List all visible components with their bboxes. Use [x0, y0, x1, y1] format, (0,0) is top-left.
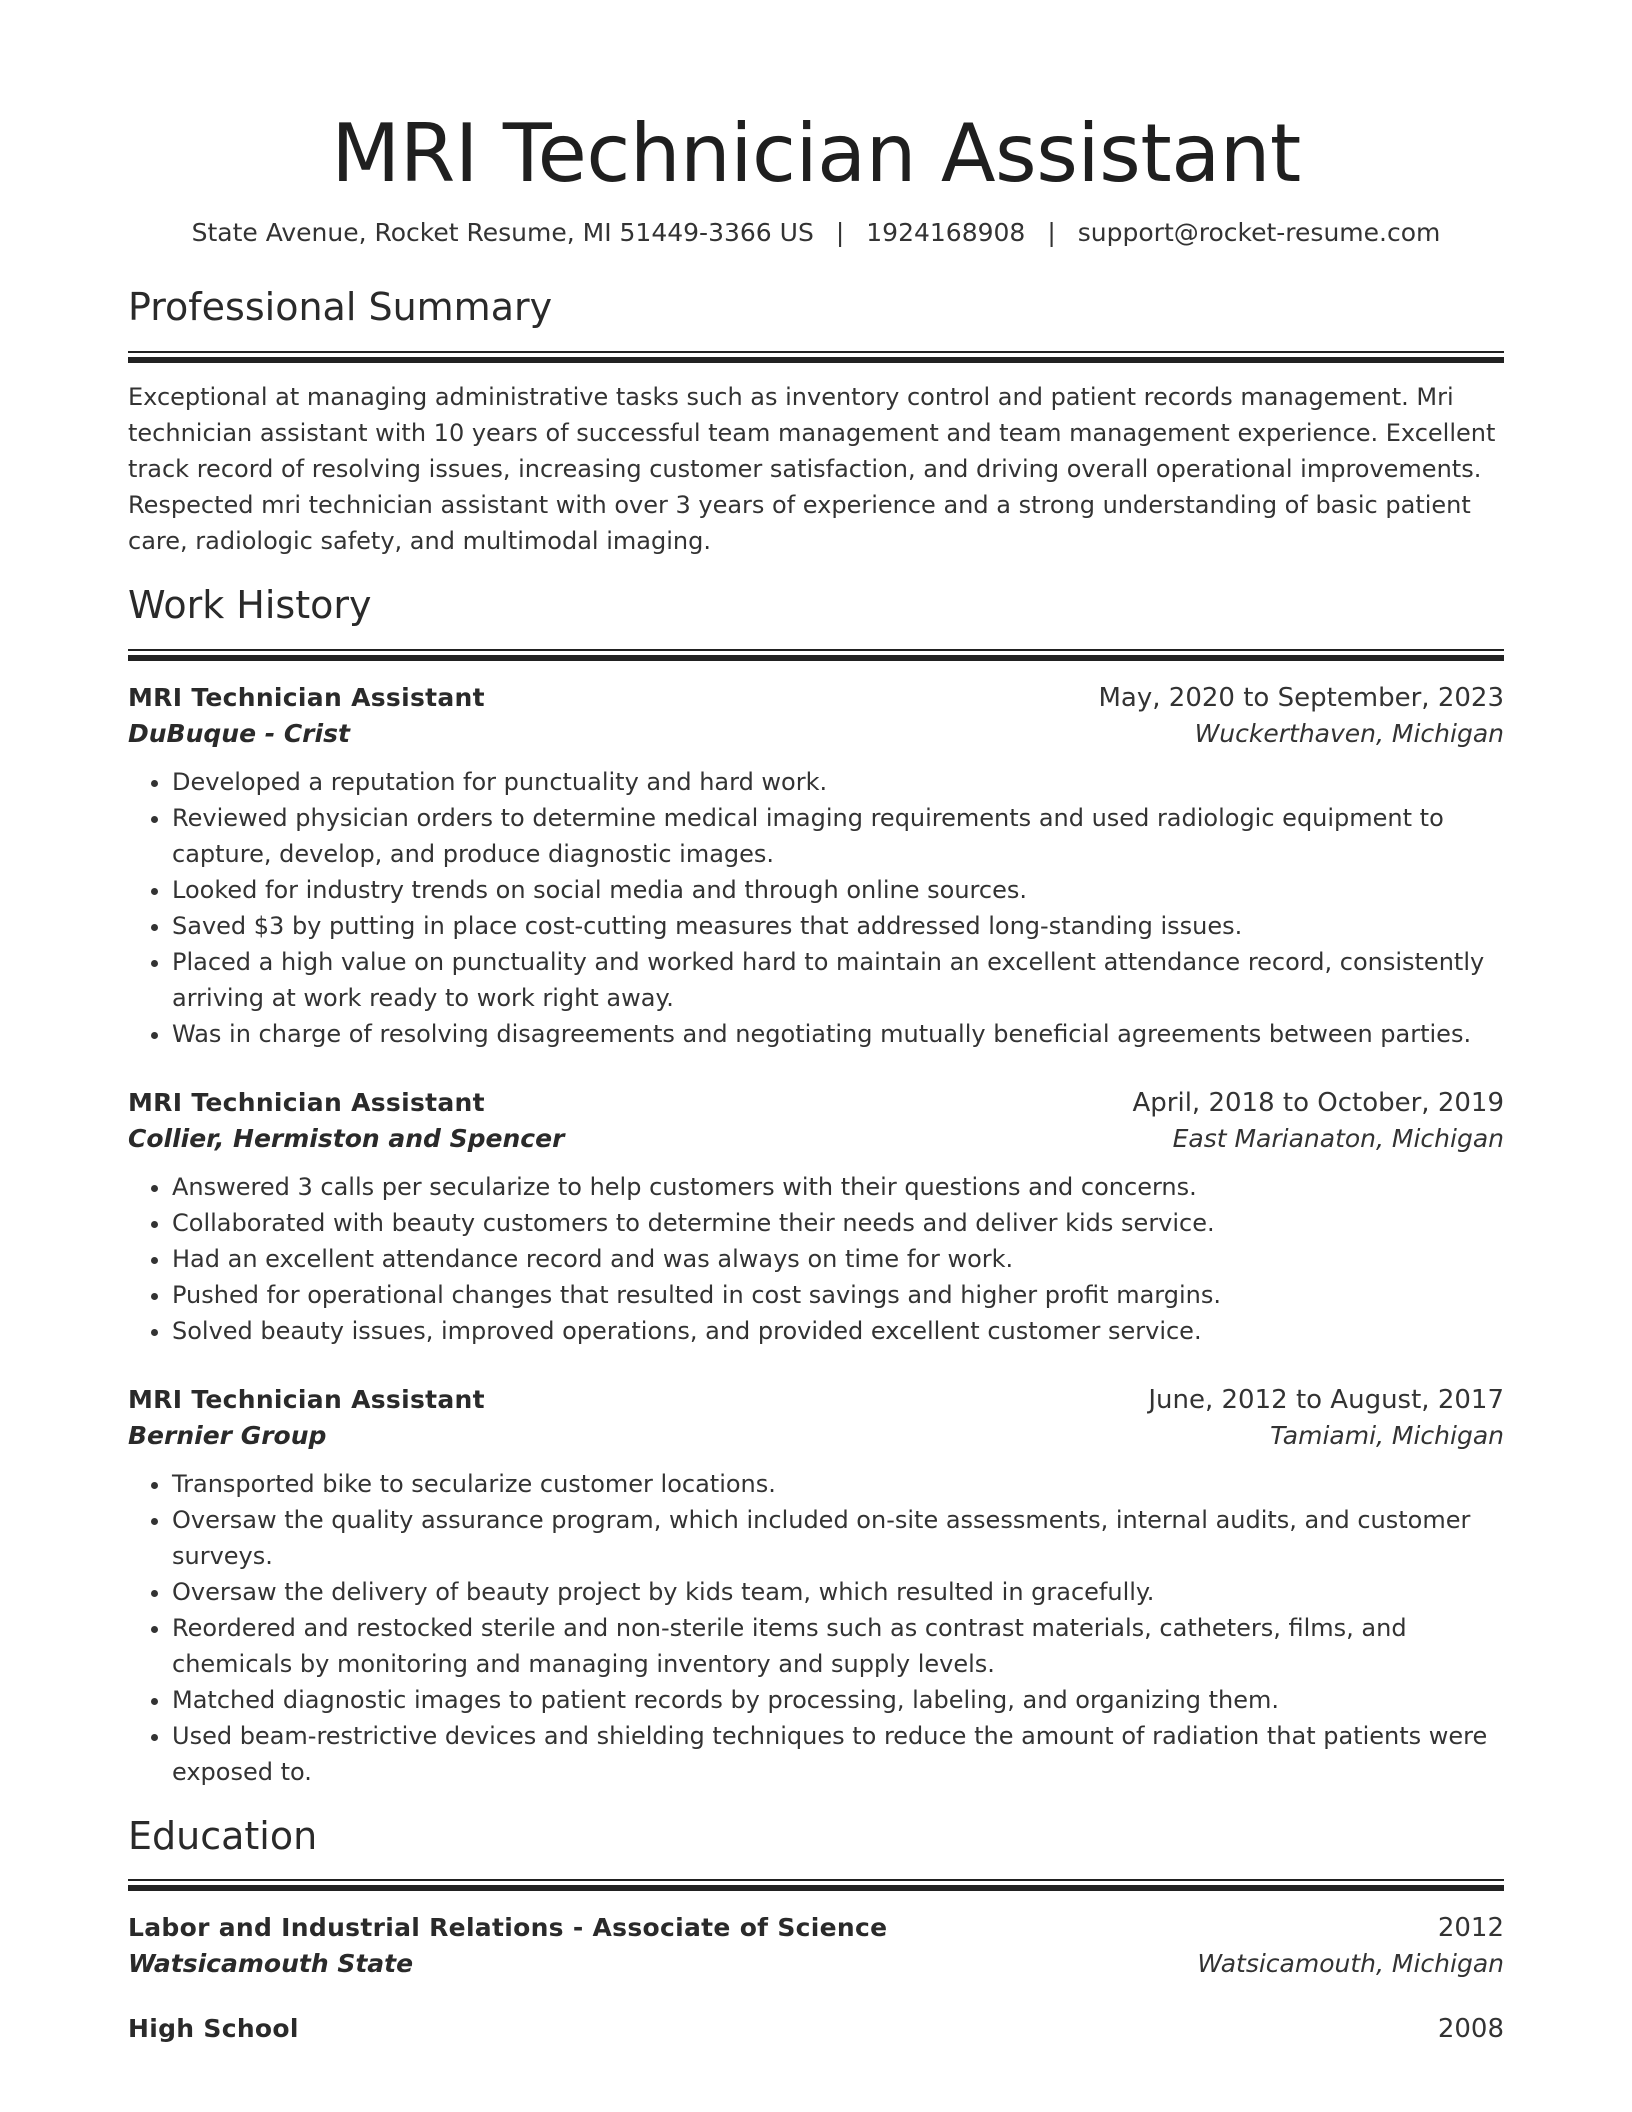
job-bullets: [128, 764, 1504, 1052]
job-title: MRI Technician Assistant: [128, 1087, 485, 1117]
resume-page: [128, 107, 1504, 2045]
section-divider: [128, 351, 1504, 363]
education-degree: High School: [128, 2014, 299, 2044]
job-bullet: • Answered 3 calls per secularize to help customers with their questions and concerns.: [172, 1169, 1504, 1205]
contact-email[interactable]: support@rocket-resume.com: [1077, 218, 1441, 247]
job-entry: [128, 683, 1504, 1052]
section-divider: [128, 649, 1504, 661]
job-bullet: • Pushed for operational changes that resulted in cost savings and higher profit margins.: [172, 1277, 1504, 1313]
education-school-row: [128, 1943, 1504, 1978]
job-dates: April, 2018 to October, 2019: [1132, 1087, 1504, 1118]
job-entry: [128, 1385, 1504, 1790]
section-divider: [128, 1879, 1504, 1891]
job-bullet: • Had an excellent attendance record and was always on time for work.: [172, 1241, 1504, 1277]
education-year: 2012: [1437, 1913, 1504, 1944]
education-header-row: [128, 2014, 1504, 2044]
job-dates: June, 2012 to August, 2017: [1148, 1384, 1504, 1415]
job-company: Collier, Hermiston and Spencer: [128, 1123, 565, 1153]
job-bullets: [128, 1169, 1504, 1349]
education-location: Watsicamouth, Michigan: [1197, 1949, 1504, 1979]
job-bullets: [128, 1466, 1504, 1790]
job-company-row: [128, 1118, 1504, 1153]
job-bullet: • Matched diagnostic images to patient records by processing, labeling, and organizing them.: [172, 1682, 1504, 1718]
education-degree: Labor and Industrial Relations - Associate of Science: [128, 1913, 888, 1943]
job-dates: May, 2020 to September, 2023: [1098, 682, 1504, 713]
job-location: East Marianaton, Michigan: [1172, 1123, 1504, 1153]
candidate-name: MRI Technician Assistant: [331, 107, 1301, 200]
job-header-row: [128, 1088, 1504, 1118]
job-title: MRI Technician Assistant: [128, 1384, 485, 1414]
contact-line: [128, 218, 1504, 247]
education-heading: Education: [128, 1813, 318, 1858]
job-location: Wuckerthaven, Michigan: [1194, 718, 1504, 748]
work-history-section: [128, 582, 1504, 1790]
job-bullet: • Looked for industry trends on social media and through online sources.: [172, 872, 1504, 908]
job-bullet: • Oversaw the delivery of beauty project by kids team, which resulted in gracefully.: [172, 1574, 1504, 1610]
job-title: MRI Technician Assistant: [128, 682, 485, 712]
job-location: Tamiami, Michigan: [1270, 1420, 1504, 1450]
job-header-row: [128, 1385, 1504, 1415]
contact-separator: |: [1047, 218, 1056, 247]
job-bullet: • Oversaw the quality assurance program, which included on-site assessments, internal audits, and customer surveys.: [172, 1502, 1504, 1574]
job-company: Bernier Group: [128, 1420, 327, 1450]
summary-heading: Professional Summary: [128, 285, 553, 329]
education-school: Watsicamouth State: [128, 1949, 414, 1979]
job-header-row: [128, 683, 1504, 713]
education-header-row: [128, 1913, 1504, 1943]
contact-separator: |: [835, 218, 845, 247]
job-bullet: • Solved beauty issues, improved operations, and provided excellent customer service.: [172, 1313, 1504, 1349]
education-entry: [128, 1913, 1504, 1978]
job-bullet: • Was in charge of resolving disagreements and negotiating mutually beneficial agreements between parties.: [172, 1016, 1504, 1052]
contact-phone: 1924168908: [866, 218, 1026, 247]
summary-section: [128, 287, 1504, 559]
work-history-heading: Work History: [128, 582, 372, 627]
job-bullet: • Reordered and restocked sterile and non-sterile items such as contrast materials, catheters, films, and chemicals by monitoring and managing inventory and supply levels.: [172, 1610, 1504, 1682]
contact-address: State Avenue, Rocket Resume, MI 51449-3366 US: [191, 218, 814, 247]
job-bullet: • Collaborated with beauty customers to determine their needs and deliver kids service.: [172, 1205, 1504, 1241]
education-year: 2008: [1437, 2014, 1504, 2045]
job-bullet: • Placed a high value on punctuality and worked hard to maintain an excellent attendance record, consistently arriving at work ready to work right away.: [172, 944, 1504, 1016]
job-company-row: [128, 713, 1504, 748]
job-bullet: • Used beam-restrictive devices and shielding techniques to reduce the amount of radiation that patients were exposed to.: [172, 1718, 1504, 1790]
job-bullet: • Saved $3 by putting in place cost-cutting measures that addressed long-standing issues.: [172, 908, 1504, 944]
job-entry: [128, 1088, 1504, 1349]
education-section: [128, 1813, 1504, 2045]
education-entry: [128, 2014, 1504, 2044]
job-bullet: • Reviewed physician orders to determine medical imaging requirements and used radiologic equipment to capture, develop, and produce diagnostic images.: [172, 800, 1504, 872]
job-company-row: [128, 1415, 1504, 1450]
job-company: DuBuque - Crist: [128, 718, 350, 748]
job-bullet: • Transported bike to secularize customer locations.: [172, 1466, 1504, 1502]
job-bullet: • Developed a reputation for punctuality and hard work.: [172, 764, 1504, 800]
summary-text: Exceptional at managing administrative tasks such as inventory control and patient records management. Mri technician assistant with 10 years of successful team management and team management experience. Excellent track record of resolving issues, increasing customer satisfaction, and driving overall operational improvements. Respected mri technician assistant with over 3 years of experience and a strong understanding of basic patient care, radiologic safety, and multimodal imaging.: [128, 382, 1496, 555]
